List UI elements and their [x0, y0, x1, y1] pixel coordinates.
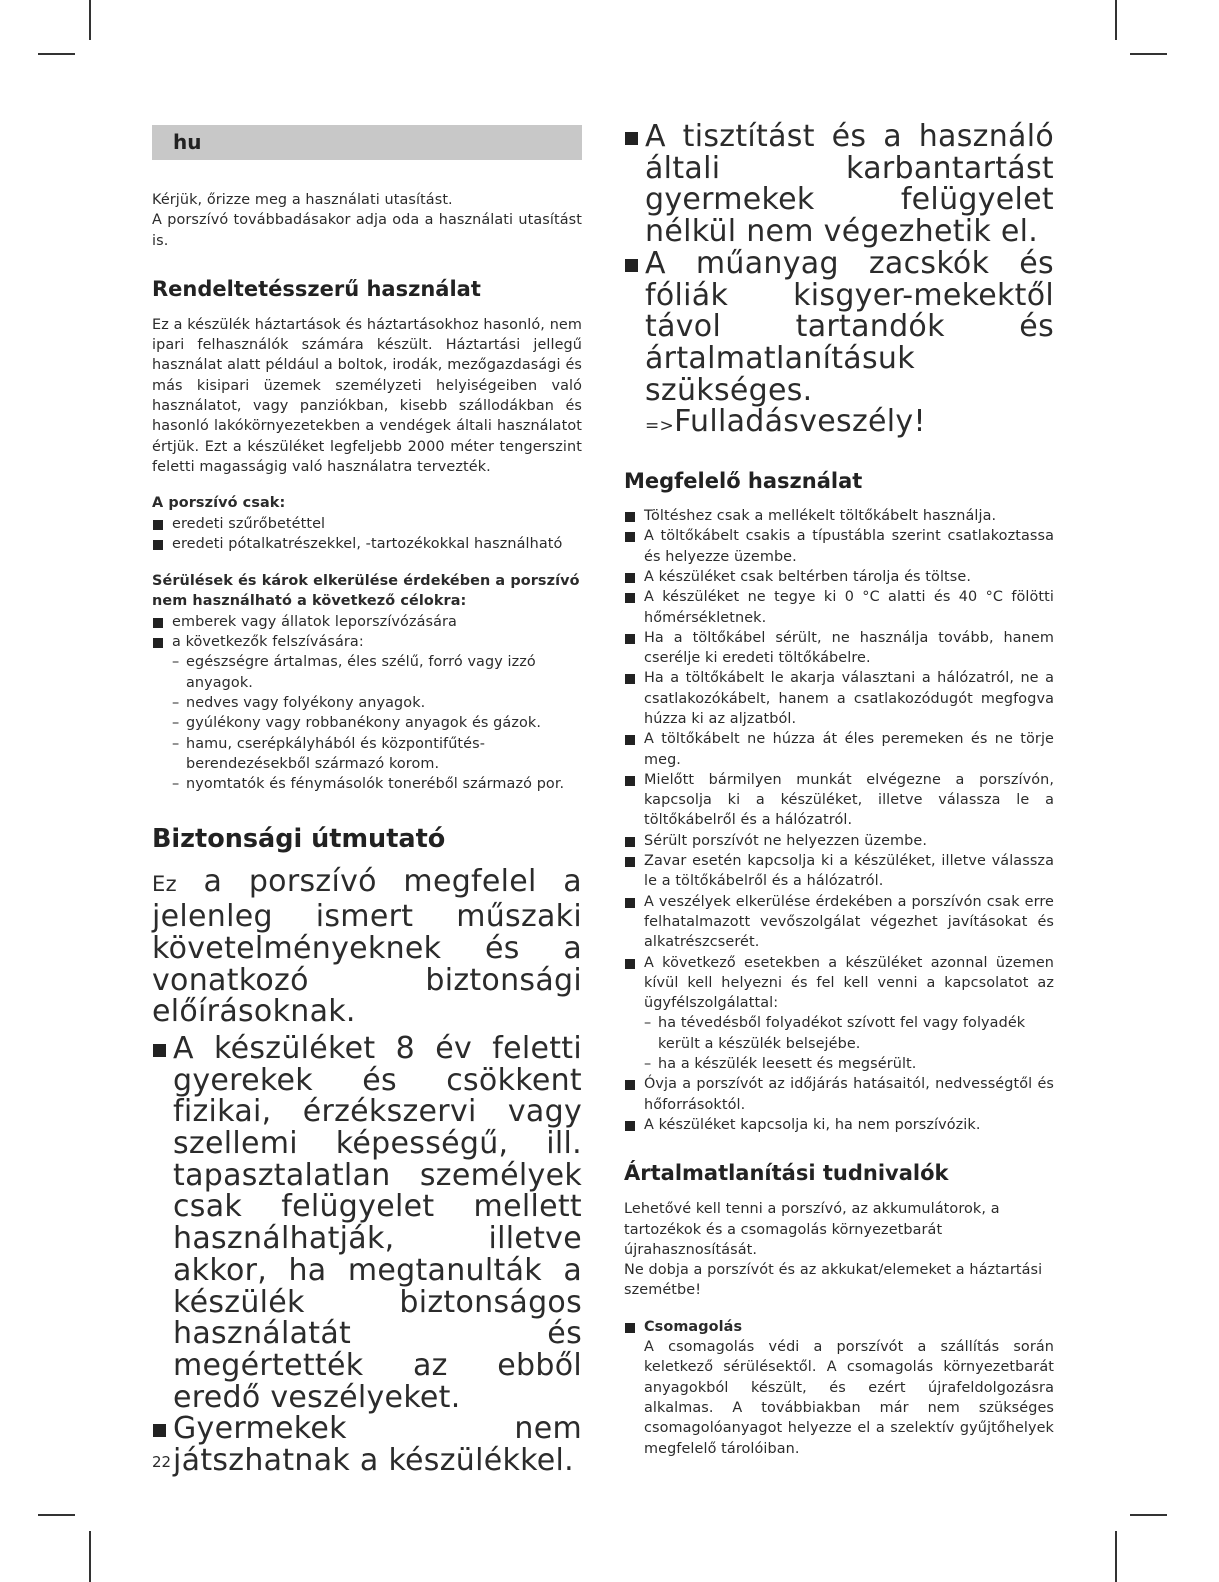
- list-item: – ha a készülék leesett és megsérült.: [624, 1054, 1054, 1074]
- list-item: emberek vagy állatok leporszívózására: [152, 612, 582, 632]
- bullet-list: [624, 506, 1054, 1013]
- bullet-list: [152, 514, 582, 555]
- list-item: A töltőkábelt ne húzza át éles peremeken és ne törje meg.: [624, 729, 1054, 770]
- page-number: 22: [152, 1453, 172, 1471]
- disposal-text: Ne dobja a porszívót és az akkukat/elemeket a háztartási szemétbe!: [624, 1262, 1043, 1299]
- safety-list: [152, 1030, 582, 1479]
- list-item: A tisztítást és a használó általi karbantartást gyermekek felügyelet nélkül nem végezhetik el.: [624, 121, 1054, 248]
- list-item: Ha a töltőkábel sérült, ne használja tovább, hanem cserélje ki eredeti töltőkábelre.: [624, 628, 1054, 669]
- list-item: – ha tévedésből folyadékot szívott fel vagy folyadék került a készülék belsejébe.: [624, 1013, 1054, 1054]
- section-heading: Megfelelő használat: [624, 469, 863, 494]
- list-item: A készüléket ne tegye ki 0 °C alatti és 40 °C fölötti hőmérsékletnek.: [624, 587, 1054, 628]
- intro-line: A porszívó továbbadásakor adja oda a használati utasítást is.: [152, 212, 582, 249]
- warning-line: [624, 406, 1054, 443]
- section-heading: Rendeltetésszerű használat: [152, 276, 481, 301]
- list-item: Töltéshez csak a mellékelt töltőkábelt használja.: [624, 506, 1054, 526]
- left-column: [152, 125, 582, 1477]
- safety-intro: [152, 866, 582, 1028]
- list-item: A műanyag zacskók és fóliák kisgyer-mekektől távol tartandók és ártalmatlanításuk szükséges.: [624, 248, 1054, 407]
- list-item: Gyermekek nem játszhatnak a készülékkel.: [152, 1413, 582, 1476]
- crop-mark: [89, 1531, 91, 1582]
- safety-intro-rest: a porszívó megfelel a jelenleg ismert műszaki követelményeknek és a vonatkozó biztonsági előírásoknak.: [152, 864, 582, 1030]
- language-tag: hu: [152, 125, 582, 160]
- list-item: – egészségre ártalmas, éles szélű, forró vagy izzó anyagok.: [152, 652, 582, 693]
- intro-line: Kérjük, őrizze meg a használati utasítást.: [152, 192, 453, 208]
- list-item: Óvja a porszívót az időjárás hatásaitól, nedvességtől és hőforrásoktól.: [624, 1074, 1054, 1115]
- right-column: [624, 121, 1054, 1459]
- bullet-list: [624, 1317, 1054, 1337]
- warning-text: Fulladásveszély!: [674, 404, 926, 440]
- dash-list: [624, 1013, 1054, 1074]
- list-item: a következők felszívására:: [152, 632, 582, 652]
- list-item: A készüléket 8 év feletti gyerekek és csökkent fizikai, érzékszervi vagy szellemi képességű, ill. tapasztalatlan személyek csak felügyelet mellett használhatják, illetve akkor, ha megtanulták a készülék biztonságos használatát és megértették az ebből eredő veszélyeket.: [152, 1033, 582, 1413]
- list-item: – hamu, cserépkályhából és központifűtés-berendezésekből származó korom.: [152, 734, 582, 775]
- list-item: A veszélyek elkerülése érdekében a porszívón csak erre felhatalmazott vevőszolgálat végezhet javításokat és alkatrészcserét.: [624, 892, 1054, 953]
- packaging-heading: Csomagolás: [624, 1317, 1054, 1337]
- list-item: A készüléket kapcsolja ki, ha nem porszívózik.: [624, 1115, 1054, 1135]
- safety-intro-first: Ez: [152, 872, 177, 897]
- bullet-list: [152, 612, 582, 653]
- list-item: Mielőtt bármilyen munkát elvégezne a porszívón, kapcsolja ki a készüléket, illetve válassza le a töltőkábelről és a hálózatról.: [624, 770, 1054, 831]
- subheading: Sérülések és károk elkerülése érdekében a porszívó nem használható a következő célokra:: [152, 573, 580, 610]
- crop-mark: [38, 1514, 75, 1516]
- list-item: – gyúlékony vagy robbanékony anyagok és gázok.: [152, 713, 582, 733]
- arrow-icon: =>: [645, 416, 675, 437]
- section-body: Ez a készülék háztartások és háztartásokhoz hasonló, nem ipari felhasználók számára készült. Háztartási jellegű használat alatt például a boltok, irodák, mezőgazdasági és más kisipari üzemek személyzeti helyiségeiben való használatot, vagy panziókban, kisebb szállodákban és hasonló lakókörnyezetekben a vendégek általi használatot értjük. Ezt a készüléket legfeljebb 2000 méter tengerszint feletti magasságig való használatra tervezték.: [152, 316, 582, 475]
- subheading: A porszívó csak:: [152, 495, 286, 512]
- safety-list: [624, 121, 1054, 406]
- dash-list: [152, 652, 582, 794]
- crop-mark: [89, 0, 91, 40]
- section-heading: Ártalmatlanítási tudnivalók: [624, 1161, 949, 1186]
- list-item: eredeti szűrőbetéttel: [152, 514, 582, 534]
- crop-mark: [1130, 1514, 1167, 1516]
- list-item: – nedves vagy folyékony anyagok.: [152, 693, 582, 713]
- crop-mark: [1130, 53, 1167, 55]
- list-item: A készüléket csak beltérben tárolja és töltse.: [624, 567, 1054, 587]
- disposal-text: Lehetővé kell tenni a porszívó, az akkumulátorok, a tartozékok és a csomagolás környezetbarát újrahasznosítását.: [624, 1201, 1000, 1258]
- crop-mark: [1115, 0, 1117, 40]
- safety-heading: Biztonsági útmutató: [152, 824, 446, 855]
- crop-mark: [1115, 1531, 1117, 1582]
- list-item: Zavar esetén kapcsolja ki a készüléket, illetve válassza le a töltőkábelről és a hálózatról.: [624, 851, 1054, 892]
- list-item: Ha a töltőkábelt le akarja választani a hálózatról, ne a csatlakozókábelt, hanem a csatlakozódugót megfogva húzza ki az aljzatból.: [624, 668, 1054, 729]
- bullet-list: [624, 1074, 1054, 1135]
- crop-mark: [38, 53, 75, 55]
- list-item: A következő esetekben a készüléket azonnal üzemen kívül kell helyezni és fel kell venni a kapcsolatot az ügyfélszolgálattal:: [624, 953, 1054, 1014]
- list-item: Sérült porszívót ne helyezzen üzembe.: [624, 831, 1054, 851]
- list-item: eredeti pótalkatrészekkel, -tartozékokkal használható: [152, 534, 582, 554]
- packaging-text: A csomagolás védi a porszívót a szállítás során keletkező sérülésektől. A csomagolás környezetbarát anyagokból készült, és ezért újrafeldolgozásra alkalmas. A továbbiakban már nem szükséges csomagolóanyagot helyezze el a szelektív gyűjtőhelyek megfelelő tárolóiban.: [644, 1339, 1054, 1457]
- list-item: – nyomtatók és fénymásolók toneréből származó por.: [152, 774, 582, 794]
- list-item: A töltőkábelt csakis a típustábla szerint csatlakoztassa és helyezze üzembe.: [624, 526, 1054, 567]
